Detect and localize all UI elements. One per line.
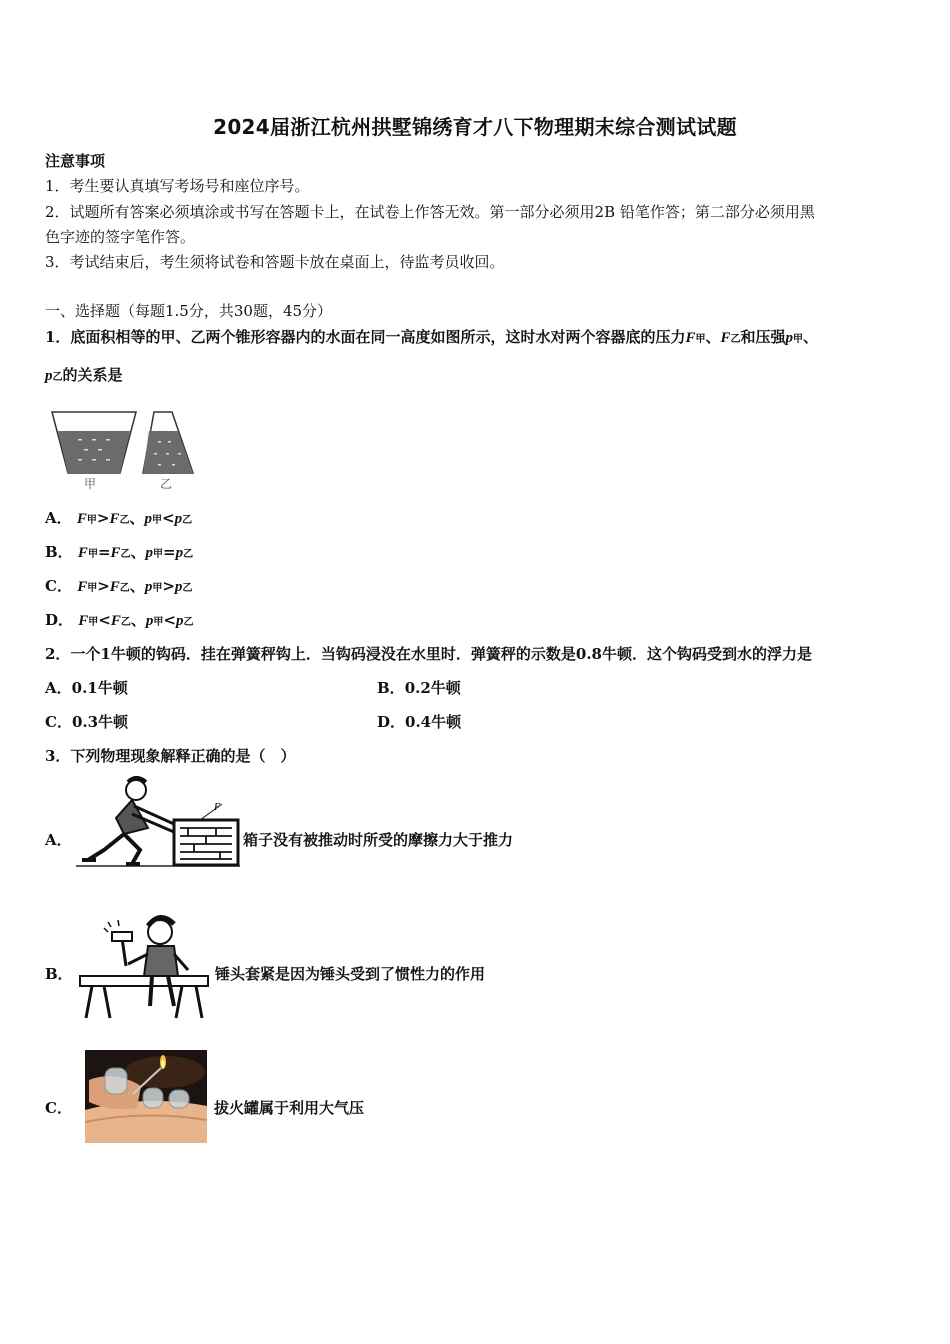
option-separator: 、: [130, 611, 146, 629]
option-letter: A．: [45, 679, 72, 697]
option-separator: 、: [130, 543, 146, 561]
option-separator: 、: [129, 577, 145, 595]
option-letter: A．: [45, 509, 72, 527]
option-symbol: p: [175, 613, 184, 629]
q3-stem: 3．下列物理现象解释正确的是（ ）: [45, 747, 296, 765]
option-relation: <: [162, 509, 175, 527]
q1-symbol-p: p: [45, 368, 53, 384]
option-letter: B．: [377, 679, 405, 697]
q1-symbol-p: p: [785, 330, 794, 346]
q2-option-d[interactable]: [377, 712, 461, 732]
option-symbol: p: [145, 545, 154, 561]
option-relation: >: [97, 577, 110, 595]
option-separator: 、: [129, 509, 145, 527]
option-relation: <: [163, 611, 176, 629]
option-subscript: 乙: [183, 617, 194, 628]
q1-symbol-F: F: [685, 330, 696, 346]
q1-separator: 、: [803, 328, 819, 346]
q1-stem-tail: 的关系是: [62, 366, 123, 384]
option-symbol: F: [76, 511, 87, 527]
option-value: 0.3牛顿: [71, 713, 129, 731]
q1-option-c[interactable]: [45, 576, 192, 599]
option-symbol: p: [174, 579, 183, 595]
notice-item-1: 1．考生要认真填写考场号和座位序号。: [45, 177, 310, 195]
q3-option-b-text: 锤头套紧是因为锤头受到了惯性力的作用: [215, 965, 486, 983]
option-subscript: 甲: [88, 617, 99, 628]
q2-option-a[interactable]: [45, 678, 128, 698]
option-subscript: 乙: [120, 549, 131, 560]
notice-item-2-cont: 色字迹的签字笔作答。: [45, 228, 196, 246]
q1-subscript: 乙: [730, 334, 741, 345]
hammer-boy-illustration: [78, 914, 210, 1022]
option-subscript: 乙: [120, 617, 131, 628]
force-label: F: [214, 802, 221, 813]
option-subscript: 甲: [152, 583, 163, 594]
page-title: 2024届浙江杭州拱墅锦绣育才八下物理期末综合测试试题: [213, 115, 737, 139]
q3-option-b-letter[interactable]: B．: [45, 965, 73, 983]
q3-option-c-letter[interactable]: C．: [45, 1099, 72, 1117]
option-relation: >: [162, 577, 175, 595]
q2-stem: 2．一个1牛顿的钩码．挂在弹簧秤钩上．当钩码浸没在水里时．弹簧秤的示数是0.8牛顿．这个钩码受到水的浮力是: [45, 645, 812, 663]
q1-subscript: 乙: [52, 372, 63, 383]
option-symbol: F: [78, 613, 89, 629]
option-subscript: 甲: [152, 515, 162, 526]
option-relation: =: [163, 543, 176, 561]
q1-stem: [45, 327, 818, 350]
q3-option-c-text: 拔火罐属于利用大气压: [214, 1099, 365, 1117]
q3-option-a-text: 箱子没有被推动时所受的摩擦力大于推力: [243, 831, 514, 849]
option-symbol: F: [109, 511, 120, 527]
option-letter: C．: [45, 577, 72, 595]
option-symbol: p: [145, 613, 154, 629]
option-subscript: 甲: [86, 515, 97, 526]
option-relation: =: [97, 543, 111, 561]
q1-stem-text: 1．底面积相等的甲、乙两个锥形容器内的水面在同一高度如图所示，这时水对两个容器底的压力: [45, 328, 686, 346]
q2-option-b[interactable]: [377, 678, 461, 698]
option-letter: C．: [45, 713, 72, 731]
q1-containers-figure: [48, 407, 208, 492]
option-subscript: 甲: [87, 549, 98, 560]
option-subscript: 甲: [153, 617, 164, 628]
notice-item-2: 2．试题所有答案必须填涂或书写在答题卡上，在试卷上作答无效。第一部分必须用2B 铅笔作答；第二部分必须用黑: [45, 203, 815, 221]
q1-and-pressure: 和压强: [740, 328, 786, 346]
q1-symbol-F: F: [720, 330, 731, 346]
option-subscript: 乙: [183, 549, 194, 560]
section-heading: 一、选择题（每题1.5分，共30题，45分）: [45, 302, 333, 320]
q1-option-a[interactable]: [45, 508, 192, 531]
option-relation: >: [96, 509, 110, 527]
option-letter: D．: [45, 611, 74, 629]
q1-option-d[interactable]: [45, 610, 193, 633]
notice-heading: 注意事项: [45, 152, 106, 170]
q1-figure-label-yi: 乙: [160, 477, 173, 491]
option-symbol: F: [77, 579, 88, 595]
option-symbol: p: [175, 545, 184, 561]
option-value: 0.2牛顿: [404, 679, 461, 697]
cupping-photo: [85, 1050, 207, 1143]
option-symbol: F: [110, 545, 121, 561]
option-relation: <: [98, 611, 111, 629]
option-subscript: 乙: [182, 583, 193, 594]
q1-figure-label-jia: 甲: [84, 477, 97, 491]
option-subscript: 甲: [153, 549, 164, 560]
option-symbol: F: [77, 545, 88, 561]
q2-option-c[interactable]: [45, 712, 128, 732]
option-subscript: 乙: [119, 515, 130, 526]
q1-separator: 、: [705, 328, 721, 346]
pushing-box-illustration: [74, 774, 242, 874]
option-value: 0.1牛顿: [71, 679, 128, 697]
option-subscript: 乙: [182, 515, 193, 526]
q1-option-b[interactable]: [45, 542, 193, 565]
option-letter: D．: [377, 713, 406, 731]
option-symbol: p: [174, 511, 183, 527]
option-letter: B．: [45, 543, 73, 561]
q3-option-a-letter[interactable]: A．: [45, 831, 72, 849]
option-symbol: p: [144, 511, 152, 527]
q1-subscript: 甲: [793, 334, 804, 345]
option-symbol: p: [144, 579, 153, 595]
q1-subscript: 甲: [695, 334, 706, 345]
option-subscript: 乙: [119, 583, 130, 594]
q1-stem-line2: [45, 365, 123, 388]
option-symbol: F: [109, 579, 120, 595]
option-symbol: F: [110, 613, 121, 629]
option-subscript: 甲: [87, 583, 98, 594]
option-value: 0.4牛顿: [405, 713, 462, 731]
notice-item-3: 3．考试结束后，考生须将试卷和答题卡放在桌面上，待监考员收回。: [45, 253, 505, 271]
